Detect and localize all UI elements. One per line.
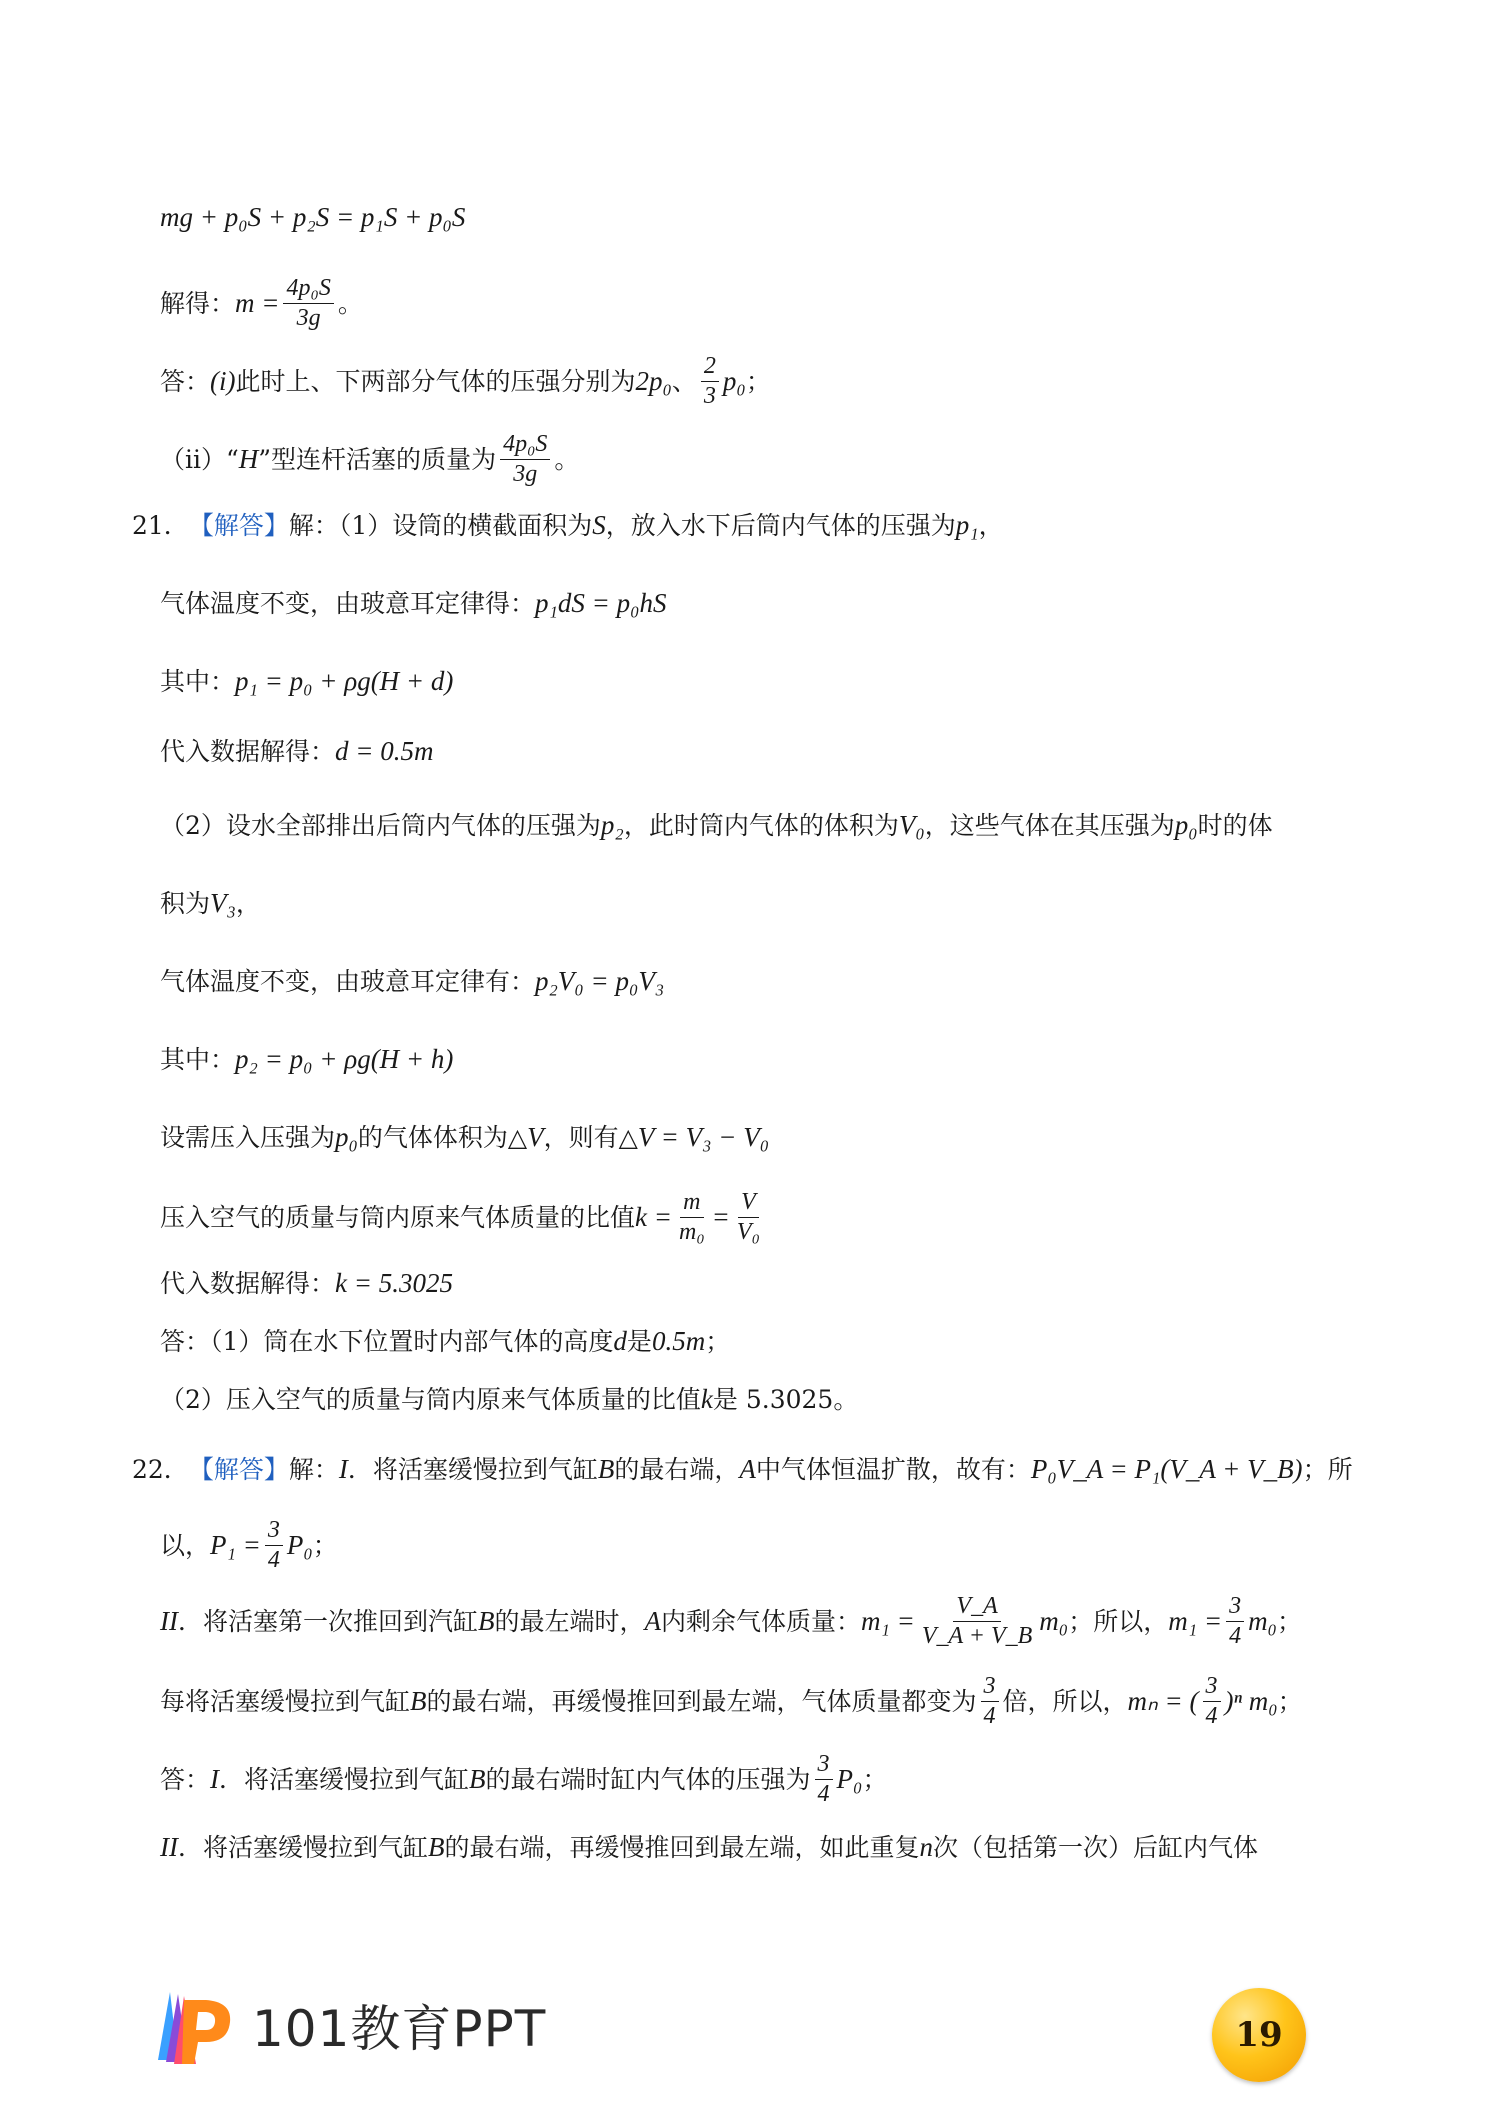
question-21-header: 21． 【解答】 解：（1）设筒的横截面积为 S ，放入水下后筒内气体的压强为 p₁ ，	[132, 510, 1004, 540]
answer-tag: 【解答】	[188, 1455, 289, 1484]
logo-text: 101教育PPT	[252, 2000, 547, 2058]
p-logo-icon	[148, 1980, 238, 2070]
fraction: $\frac{\text{4p₀S}}{3g}$	[500, 432, 550, 487]
page-number-badge: 19	[1212, 1988, 1306, 2082]
solution-line: 代入数据解得： k = 5.3025	[160, 1268, 453, 1298]
fraction: $\frac{2}{3}$	[701, 354, 719, 409]
fraction: $\frac{V}{\text{V₀}}$	[736, 1189, 760, 1246]
answer-tag: 【解答】	[188, 511, 289, 540]
solution-line: 积为 V₃ ，	[160, 888, 261, 918]
solution-line: 每将活塞缓慢拉到气缸 B 的最右端，再缓慢推回到最左端，气体质量都变为 $\frac{3}{4}$ 倍，所以， mₙ = ( $\frac{3}{4}$ )ⁿ m₀ ；	[160, 1673, 1303, 1730]
solution-line: 气体温度不变，由玻意耳定律有： p₂V₀ = p₀V₃	[160, 966, 665, 996]
answer-line: II ．将活塞缓慢拉到气缸 B 的最右端，再缓慢推回到最左端，如此重复 n 次（包括第一次）后缸内气体	[160, 1832, 1259, 1862]
question-number: 22．	[132, 1455, 189, 1484]
brand-logo	[148, 1980, 546, 2070]
solution-line: （2）设水全部排出后筒内气体的压强为 p₂ ，此时筒内气体的体积为 V₀ ，这些气体在其压强为 p₀ 时的体	[160, 810, 1273, 840]
solution-line: 代入数据解得： d = 0.5m	[160, 736, 434, 766]
fraction: $\frac{m}{\text{m₀}}$	[678, 1189, 705, 1246]
solution-line: 气体温度不变，由玻意耳定律得： p₁dS = p₀hS	[160, 588, 667, 618]
answer-line: 答： (i) 此时上、下两部分气体的压强分别为 2p₀ 、 $\frac{2}{3}$ p₀ ；	[160, 353, 771, 410]
solution-line: 其中： p₂ = p₀ + ρg(H + h)	[160, 1044, 454, 1074]
fraction: $\frac{V\_A}{V\_A + V\_B}$	[921, 1593, 1033, 1650]
equation-line: mg + p₀S + p₂S = p₁S + p₀S	[160, 202, 466, 232]
solution-line: 设需压入压强为 p₀ 的气体体积为△ V ，则有△ V = V₃ − V₀	[160, 1122, 770, 1152]
fraction: $\frac{3}{4}$	[815, 1752, 833, 1807]
solution-line: 以， P₁ = $\frac{3}{4}$ P₀ ；	[160, 1517, 338, 1574]
solution-line: II ．将活塞第一次推回到汽缸 B 的最左端时， A 内剩余气体质量： m₁ = $\frac{V\_A}{V\_A + V\_B}$ m₀ ；所以， m₁ = $\frac{3}{4}$ m₀ ；	[160, 1593, 1302, 1650]
fraction: $\frac{3}{4}$	[981, 1674, 999, 1729]
fraction: $\frac{3}{4}$	[265, 1518, 283, 1573]
question-22-header: 22． 【解答】 解： I ．将活塞缓慢拉到气缸 B 的最右端， A 中气体恒温扩散，故有： P₀V_A = P₁(V_A + V_B) ；所	[132, 1454, 1353, 1484]
fraction: $\frac{3}{4}$	[1226, 1594, 1244, 1649]
solution-line: 压入空气的质量与筒内原来气体质量的比值 k = $\frac{m}{\text{m₀}}$ = $\frac{V}{\text{V₀}}$	[160, 1190, 767, 1245]
answer-line: 答：（1）筒在水下位置时内部气体的高度 d 是 0.5m ；	[160, 1326, 731, 1356]
answer-line: （ii）“ H ”型连杆活塞的质量为 $\frac{\text{4p₀S}}{3g}$ 。	[160, 431, 580, 488]
solution-line: 解得： m = $\frac{\text{4p₀S}}{3g}$ 。	[160, 275, 363, 332]
answer-line: 答： I ．将活塞缓慢拉到气缸 B 的最右端时缸内气体的压强为 $\frac{3}{4}$ P₀ ；	[160, 1751, 888, 1808]
fraction: $\frac{\text{4p₀S}}{3g}$	[283, 276, 333, 331]
fraction: $\frac{3}{4}$	[1203, 1674, 1221, 1729]
answer-line: （2）压入空气的质量与筒内原来气体质量的比值 k 是 5.3025。	[160, 1384, 859, 1414]
solution-line: 其中： p₁ = p₀ + ρg(H + d)	[160, 666, 454, 696]
question-number: 21．	[132, 511, 189, 540]
